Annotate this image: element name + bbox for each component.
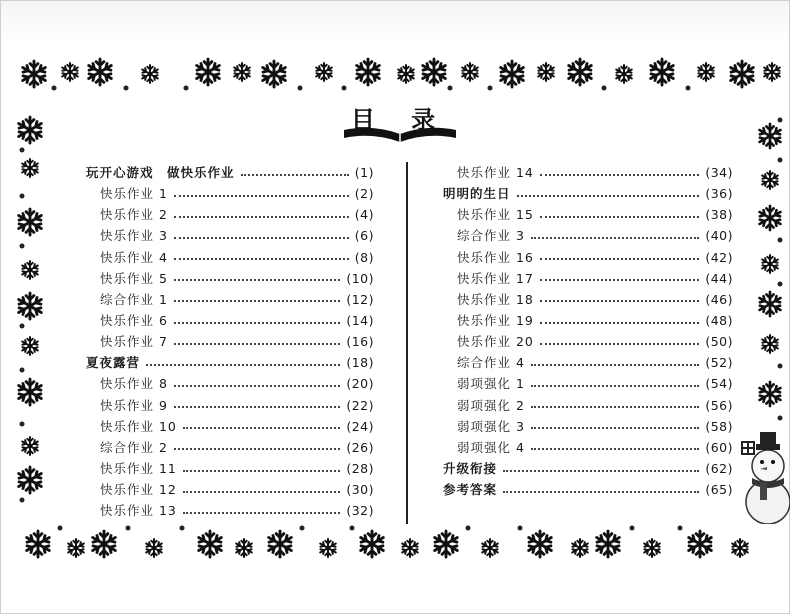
snowflake-icon — [651, 59, 674, 85]
toc-entry-page: (62) — [705, 460, 733, 476]
border-dot — [448, 86, 453, 91]
toc-entry-label: 快乐作业 7 — [100, 334, 168, 350]
snowflake-icon — [19, 379, 42, 405]
snowflake-icon — [689, 531, 712, 557]
toc-entry-page: (14) — [346, 312, 374, 328]
border-dot — [20, 422, 25, 427]
toc-entry — [86, 331, 374, 352]
dot-leader — [540, 216, 699, 218]
toc-entry — [86, 204, 374, 225]
snowflake-icon — [760, 206, 781, 230]
snowflake-icon — [89, 59, 112, 85]
border-dot — [20, 148, 25, 153]
dot-leader — [174, 237, 349, 239]
dot-leader — [241, 174, 349, 176]
dot-leader — [540, 174, 699, 176]
snowflake-icon — [62, 63, 78, 81]
snowflake-icon — [462, 63, 478, 81]
toc-entry — [443, 225, 733, 246]
border-dot — [184, 86, 189, 91]
toc-entry-page: (34) — [705, 165, 733, 180]
toc-entry-page: (60) — [705, 439, 733, 455]
toc-entry — [443, 289, 733, 310]
border-dot — [686, 86, 691, 91]
toc-entry — [86, 500, 374, 521]
snowflake-icon — [644, 539, 660, 557]
toc-entry-label: 快乐作业 6 — [100, 312, 168, 328]
toc-entry — [86, 247, 374, 268]
toc-entry-page: (38) — [705, 207, 733, 223]
snowflake-icon — [22, 261, 38, 279]
toc-entry — [443, 395, 733, 416]
toc-entry-page: (30) — [346, 482, 374, 498]
toc-entry — [443, 437, 733, 458]
dot-leader — [503, 491, 699, 493]
border-dot — [488, 86, 493, 91]
snowflake-icon — [402, 539, 418, 557]
toc-entry — [443, 310, 733, 331]
snowflake-icon — [197, 59, 220, 85]
toc-entry-label: 参考答案 — [443, 482, 498, 498]
snowflake-icon — [762, 171, 778, 189]
dot-leader — [531, 448, 699, 450]
snowflake-icon — [398, 65, 414, 83]
toc-entry-label: 快乐作业 13 — [100, 503, 177, 519]
snowflake-icon — [616, 65, 632, 83]
toc-entry — [443, 479, 733, 500]
toc-entry — [86, 373, 374, 394]
toc-entry — [443, 268, 733, 289]
dot-leader — [540, 258, 699, 260]
snowflake-icon — [731, 61, 754, 87]
toc-entry-page: (46) — [705, 291, 733, 307]
snowflake-icon — [263, 61, 286, 87]
snowflake-icon — [142, 65, 158, 83]
dot-leader — [183, 491, 340, 493]
toc-entry-page: (58) — [705, 418, 733, 434]
toc-entry — [86, 416, 374, 437]
toc-entry-page: (2) — [354, 186, 374, 202]
toc-entry-label: 弱项强化 1 — [457, 376, 525, 392]
snowflake-icon — [572, 539, 588, 557]
dot-leader — [531, 385, 699, 387]
toc-entry-page: (4) — [354, 207, 374, 223]
toc-entry-label: 弱项强化 4 — [457, 439, 525, 455]
toc-entry-label: 快乐作业 1 — [100, 186, 168, 202]
toc-entry — [443, 416, 733, 437]
toc-entry-page: (12) — [346, 291, 374, 307]
toc-entry-page: (20) — [346, 376, 374, 392]
toc-entry-label: 快乐作业 14 — [457, 165, 534, 180]
toc-entry-label: 快乐作业 20 — [457, 334, 534, 350]
snowflake-icon — [27, 531, 50, 557]
snowflake-icon — [22, 437, 38, 455]
dot-leader — [531, 406, 699, 408]
snowflake-icon — [19, 117, 42, 143]
snowflake-icon — [760, 382, 781, 406]
dot-leader — [540, 322, 699, 324]
border-dot — [518, 526, 523, 531]
dot-leader — [540, 343, 699, 345]
dot-leader — [531, 427, 699, 429]
snowflake-icon — [22, 337, 38, 355]
snowflake-icon — [23, 61, 46, 87]
toc-entry-page: (54) — [705, 376, 733, 392]
toc-entry-label: 综合作业 3 — [457, 228, 525, 244]
toc-entry-page: (10) — [346, 270, 374, 286]
toc-entry — [86, 183, 374, 204]
border-dot — [342, 86, 347, 91]
toc-entry-label: 快乐作业 4 — [100, 249, 168, 265]
toc-entry — [86, 458, 374, 479]
toc-entry-label: 夏夜露营 — [86, 355, 141, 371]
dot-leader — [174, 406, 340, 408]
toc-entry-label: 升级衔接 — [443, 460, 498, 476]
toc-right-column — [443, 162, 733, 500]
dot-leader — [174, 279, 340, 281]
toc-entry — [443, 247, 733, 268]
toc-entry-label: 综合作业 2 — [100, 439, 168, 455]
snowflake-icon — [435, 531, 458, 557]
toc-entry — [86, 479, 374, 500]
toc-entry-label: 快乐作业 19 — [457, 312, 534, 328]
border-dot — [52, 86, 57, 91]
toc-entry-page: (56) — [705, 397, 733, 413]
border-dot — [602, 86, 607, 91]
border-dot — [20, 498, 25, 503]
dot-leader — [503, 470, 699, 472]
dot-leader — [517, 195, 700, 197]
border-dot — [778, 364, 783, 369]
dot-leader — [540, 300, 699, 302]
toc-entry-label: 快乐作业 3 — [100, 228, 168, 244]
dot-leader — [174, 258, 349, 260]
border-dot — [126, 526, 131, 531]
snowflake-icon — [698, 63, 714, 81]
toc-entry-label: 快乐作业 9 — [100, 397, 168, 413]
toc-entry-page: (44) — [705, 270, 733, 286]
toc-entry — [86, 268, 374, 289]
border-dot — [466, 526, 471, 531]
border-dot — [20, 194, 25, 199]
open-book-icon — [340, 126, 460, 144]
toc-entry-page: (36) — [705, 186, 733, 202]
border-dot — [630, 526, 635, 531]
snowflake-icon — [760, 292, 781, 316]
snowflake-icon — [93, 531, 116, 557]
snowflake-icon — [236, 539, 252, 557]
border-dot — [778, 118, 783, 123]
dot-leader — [174, 216, 349, 218]
toc-entry-page: (65) — [705, 482, 733, 498]
toc-title: 目 录 — [350, 106, 450, 134]
snowflake-icon — [361, 531, 384, 557]
toc-entry-label: 快乐作业 10 — [100, 418, 177, 434]
dot-leader — [174, 195, 349, 197]
snowflake-icon — [762, 255, 778, 273]
snowflake-icon — [19, 467, 42, 493]
toc-entry-label: 玩开心游戏 做快乐作业 — [86, 165, 235, 180]
dot-leader — [540, 279, 699, 281]
snowflake-icon — [760, 124, 781, 148]
dot-leader — [183, 512, 340, 514]
snowflake-icon — [597, 531, 620, 557]
toc-entry-page: (50) — [705, 334, 733, 350]
border-dot — [778, 158, 783, 163]
toc-entry — [86, 352, 374, 373]
snowflake-icon — [529, 531, 552, 557]
snowflake-icon — [762, 335, 778, 353]
toc-entry-label: 弱项强化 3 — [457, 418, 525, 434]
snowflake-icon — [501, 61, 524, 87]
snowflake-icon — [569, 59, 592, 85]
border-dot — [298, 86, 303, 91]
snowflake-icon — [538, 63, 554, 81]
toc-entry-label: 快乐作业 8 — [100, 376, 168, 392]
toc-entry — [86, 310, 374, 331]
border-dot — [180, 526, 185, 531]
snowflake-icon — [22, 159, 38, 177]
toc-left-column — [86, 162, 374, 521]
toc-entry-page: (1) — [354, 165, 374, 180]
snowflake-icon — [68, 539, 84, 557]
dot-leader — [174, 300, 340, 302]
dot-leader — [531, 364, 699, 366]
toc-title-block — [340, 100, 460, 144]
dot-leader — [531, 237, 699, 239]
toc-entry — [443, 331, 733, 352]
toc-entry — [443, 373, 733, 394]
toc-entry-page: (26) — [346, 439, 374, 455]
toc-entry-page: (48) — [705, 312, 733, 328]
toc-entry — [86, 162, 374, 183]
toc-entry-label: 综合作业 4 — [457, 355, 525, 371]
border-dot — [300, 526, 305, 531]
border-dot — [20, 368, 25, 373]
border-dot — [678, 526, 683, 531]
toc-entry-label: 快乐作业 17 — [457, 270, 534, 286]
border-dot — [778, 238, 783, 243]
border-dot — [58, 526, 63, 531]
border-dot — [778, 282, 783, 287]
dot-leader — [174, 448, 340, 450]
snowflake-icon — [764, 63, 780, 81]
dot-leader — [174, 385, 340, 387]
snowflake-icon — [320, 539, 336, 557]
toc-entry — [443, 204, 733, 225]
snowflake-icon — [423, 59, 446, 85]
snowflake-icon — [199, 531, 222, 557]
snowflake-icon — [269, 531, 292, 557]
toc-entry-page: (42) — [705, 249, 733, 265]
toc-entry-page: (40) — [705, 228, 733, 244]
toc-entry — [86, 289, 374, 310]
border-dot — [124, 86, 129, 91]
dot-leader — [183, 470, 340, 472]
toc-entry-page: (28) — [346, 460, 374, 476]
toc-entry — [86, 395, 374, 416]
snowflake-icon — [357, 59, 380, 85]
toc-entry-label: 快乐作业 18 — [457, 291, 534, 307]
snowflake-icon — [19, 209, 42, 235]
toc-entry-page: (8) — [354, 249, 374, 265]
dot-leader — [183, 427, 340, 429]
toc-entry-page: (22) — [346, 397, 374, 413]
column-divider — [406, 162, 408, 524]
toc-entry-label: 快乐作业 2 — [100, 207, 168, 223]
border-dot — [20, 324, 25, 329]
snowflake-icon — [146, 539, 162, 557]
border-dot — [20, 244, 25, 249]
toc-entry-label: 快乐作业 5 — [100, 270, 168, 286]
toc-entry-label: 快乐作业 11 — [100, 460, 177, 476]
toc-entry — [86, 437, 374, 458]
toc-entry — [443, 458, 733, 479]
snowman-icon — [738, 432, 790, 524]
toc-entry-page: (18) — [346, 355, 374, 371]
toc-entry-page: (6) — [354, 228, 374, 244]
snowflake-icon — [234, 63, 250, 81]
toc-entry-label: 快乐作业 16 — [457, 249, 534, 265]
dot-leader — [146, 364, 340, 366]
toc-entry-label: 明明的生日 — [443, 186, 511, 202]
toc-entry — [443, 352, 733, 373]
toc-entry-page: (32) — [346, 503, 374, 519]
toc-entry — [443, 183, 733, 204]
dot-leader — [174, 343, 340, 345]
snowflake-icon — [482, 539, 498, 557]
toc-entry-page: (24) — [346, 418, 374, 434]
toc-entry-page: (16) — [346, 334, 374, 350]
toc-entry-label: 快乐作业 15 — [457, 207, 534, 223]
dot-leader — [174, 322, 340, 324]
border-dot — [778, 416, 783, 421]
snowflake-icon — [732, 539, 748, 557]
snowflake-icon — [19, 293, 42, 319]
toc-entry — [443, 162, 733, 183]
toc-entry-page: (52) — [705, 355, 733, 371]
toc-entry-label: 弱项强化 2 — [457, 397, 525, 413]
border-dot — [350, 526, 355, 531]
snowflake-icon — [316, 63, 332, 81]
toc-entry-label: 综合作业 1 — [100, 291, 168, 307]
toc-entry-label: 快乐作业 12 — [100, 482, 177, 498]
toc-entry — [86, 225, 374, 246]
